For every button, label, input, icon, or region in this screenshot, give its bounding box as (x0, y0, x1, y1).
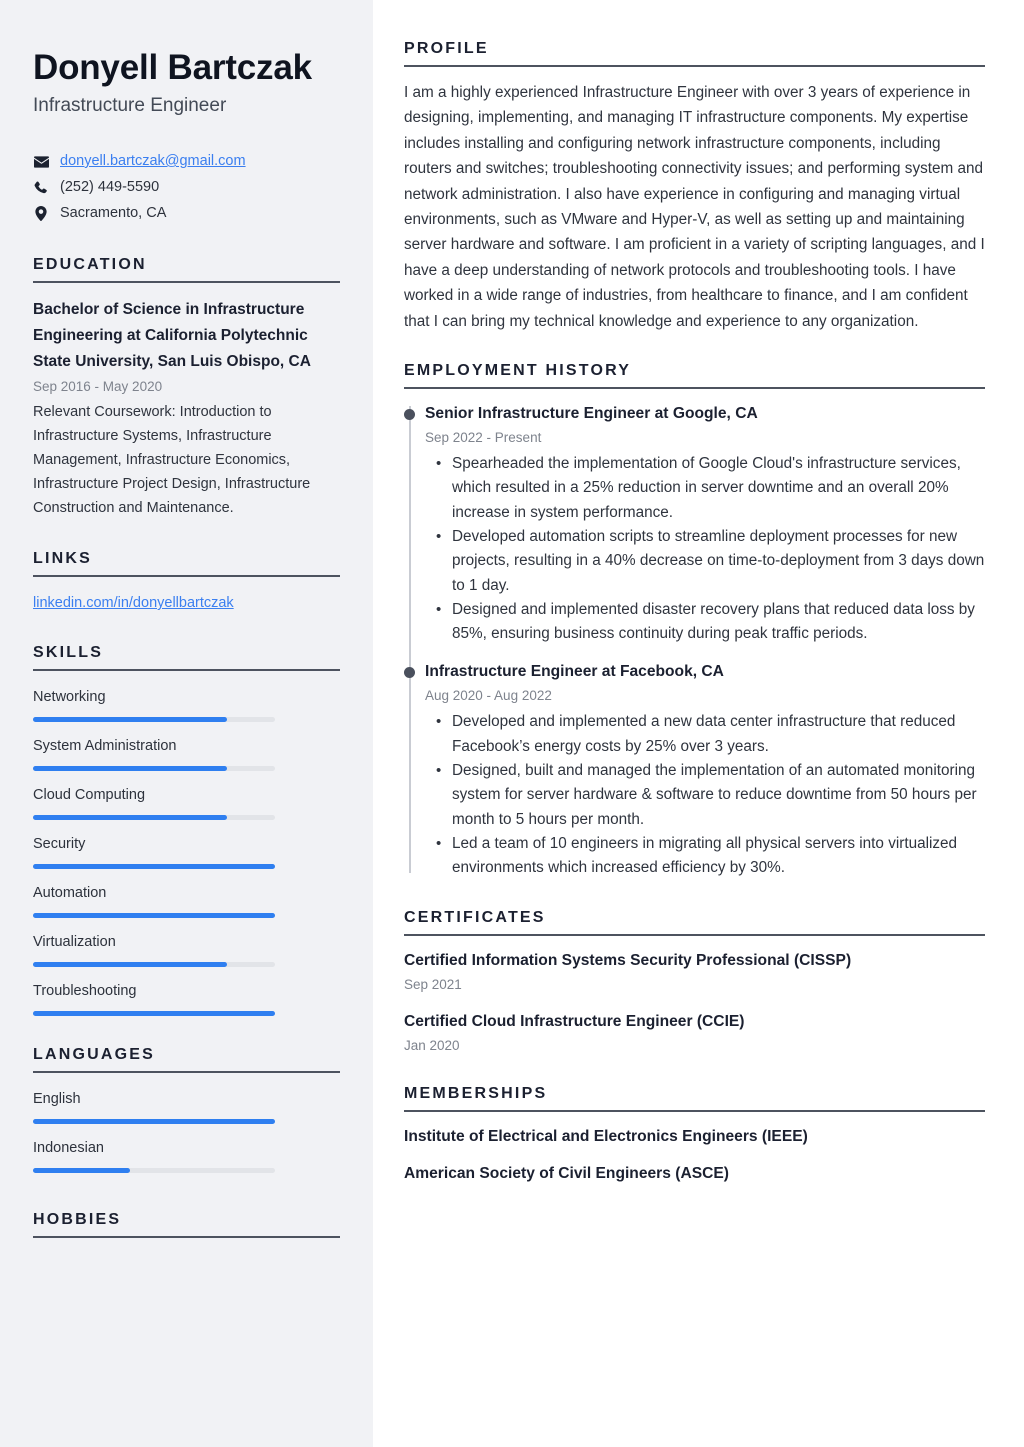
certificate-date: Sep 2021 (404, 976, 462, 992)
contact-phone-row (33, 175, 340, 200)
skills-level-bar (33, 913, 275, 918)
certificate-title: Certified Cloud Infrastructure Engineer (CCIE) (404, 1012, 745, 1030)
skills-item (33, 832, 340, 869)
memberships-list (404, 1125, 985, 1186)
skills-label: System Administration (33, 738, 177, 754)
job-bullet: • Led a team of 10 engineers in migrating all physical servers into virtualized environments which increased efficiency by 30%. (452, 832, 985, 881)
hobbies-rule (33, 1236, 340, 1238)
job-bullet: • Developed and implemented a new data center infrastructure that reduced Facebook’s energy costs by 25% over 3 years. (452, 710, 985, 759)
section-skills (33, 644, 340, 1016)
section-languages (33, 1046, 340, 1173)
timeline-dot-icon (404, 409, 415, 420)
education-title: Bachelor of Science in Infrastructure Engineering at California Polytechnic State University, San Luis Obispo, CA (33, 301, 311, 370)
languages-level-fill (33, 1168, 130, 1173)
section-links (33, 550, 340, 614)
section-certificates (404, 909, 985, 1057)
links-list (33, 591, 340, 614)
employment-heading: EMPLOYMENT HISTORY (404, 362, 632, 380)
contact-email-row[interactable] (33, 149, 340, 174)
certificates-heading: CERTIFICATES (404, 908, 546, 926)
hobbies-heading: HOBBIES (33, 1211, 122, 1228)
skills-label: Cloud Computing (33, 787, 146, 803)
languages-item (33, 1087, 340, 1124)
skills-level-fill (33, 962, 227, 967)
profile-text: I am a highly experienced Infrastructure Engineer with over 3 years of experience in designing, implementing, and managing IT infrastructure components. My expertise includes installing and configuring network infrastructure components, including routers and switches; troubleshooting connectivity issues; and performing system and network administration. I also have experience in configuring and managing virtual environments, such as VMware and Hyper-V, as well as setting up and maintaining server hardware and software. I am proficient in a variety of scripting languages, and I have a deep understanding of network protocols and troubleshooting tools. I have worked in a wide range of industries, from healthcare to finance, and I am confident that I can bring my technical knowledge and experience to any organization. (404, 84, 985, 330)
certificate-date: Jan 2020 (404, 1037, 460, 1053)
skills-level-bar (33, 766, 275, 771)
certificate-title: Certified Information Systems Security Professional (CISSP) (404, 951, 852, 969)
envelope-icon (33, 156, 49, 168)
job-bullet-list (425, 710, 985, 880)
skills-level-fill (33, 864, 275, 869)
certificates-list (404, 949, 985, 1057)
education-heading: EDUCATION (33, 256, 147, 273)
job-dates: Sep 2022 - Present (425, 430, 542, 446)
languages-item (33, 1136, 340, 1173)
languages-rule (33, 1071, 340, 1073)
skills-level-fill (33, 717, 227, 722)
map-pin-icon (33, 206, 49, 221)
languages-level-bar (33, 1119, 275, 1124)
links-heading: LINKS (33, 550, 92, 567)
skills-label: Networking (33, 689, 106, 705)
education-entry (33, 297, 340, 520)
job-entry (425, 402, 985, 646)
skills-level-bar (33, 864, 275, 869)
skills-level-fill (33, 1011, 275, 1016)
contact-list (33, 149, 340, 226)
main-column (373, 0, 1024, 1447)
skills-item (33, 979, 340, 1016)
languages-label: English (33, 1091, 81, 1107)
education-description: Relevant Coursework: Introduction to Infrastructure Systems, Infrastructure Management, Infrastructure Economics, Infrastructure Project Design, Infrastructure Construction and Maintenance. (33, 404, 311, 516)
link-linkedin[interactable]: linkedin.com/in/donyellbartczak (33, 595, 234, 611)
languages-heading: LANGUAGES (33, 1046, 156, 1063)
section-profile (404, 40, 985, 334)
employment-rule (404, 387, 985, 389)
skills-item (33, 930, 340, 967)
skills-rule (33, 669, 340, 671)
skills-item (33, 734, 340, 771)
section-hobbies (33, 1211, 340, 1238)
languages-level-bar (33, 1168, 275, 1173)
job-entry (425, 660, 985, 880)
skills-level-fill (33, 766, 227, 771)
certificate-item (404, 949, 985, 996)
skills-label: Troubleshooting (33, 983, 137, 999)
contact-location-row (33, 201, 340, 226)
membership-item: Institute of Electrical and Electronics Engineers (IEEE) (404, 1127, 808, 1145)
skills-list (33, 685, 340, 1016)
job-dates: Aug 2020 - Aug 2022 (425, 688, 552, 704)
section-memberships (404, 1085, 985, 1186)
job-title: Senior Infrastructure Engineer at Google, CA (425, 405, 758, 423)
memberships-rule (404, 1110, 985, 1112)
contact-email-link[interactable]: donyell.bartczak@gmail.com (60, 153, 246, 169)
languages-list (33, 1087, 340, 1173)
job-bullet: • Developed automation scripts to streamline deployment processes for new projects, resulting in a 40% decrease on time-to-deployment from 3 days down to 1 day. (452, 525, 985, 598)
job-bullet: • Designed, built and managed the implementation of an automated monitoring system for server hardware & software to reduce downtime from 50 hours per month to 5 hours per month. (452, 759, 985, 832)
timeline-dot-icon (404, 667, 415, 678)
skills-level-bar (33, 815, 275, 820)
skills-label: Automation (33, 885, 107, 901)
skills-level-fill (33, 913, 275, 918)
certificate-item (404, 1010, 985, 1057)
education-rule (33, 281, 340, 283)
skills-label: Virtualization (33, 934, 116, 950)
languages-label: Indonesian (33, 1140, 104, 1156)
skills-level-bar (33, 962, 275, 967)
contact-location-text: Sacramento, CA (60, 205, 167, 221)
section-education (33, 256, 340, 520)
job-bullet: • Spearheaded the implementation of Google Cloud's infrastructure services, which resulted in a 25% reduction in server downtime and an overall 20% increase in system performance. (452, 452, 985, 525)
employment-timeline (404, 402, 985, 880)
skills-item (33, 685, 340, 722)
membership-item: American Society of Civil Engineers (ASCE) (404, 1164, 729, 1182)
sidebar (0, 0, 373, 1447)
contact-phone-text: (252) 449-5590 (60, 179, 160, 195)
skills-level-bar (33, 717, 275, 722)
education-dates: Sep 2016 - May 2020 (33, 379, 163, 394)
job-title: Infrastructure Engineer at Facebook, CA (425, 663, 724, 681)
profile-rule (404, 65, 985, 67)
skills-heading: SKILLS (33, 644, 104, 661)
section-employment (404, 362, 985, 880)
certificates-rule (404, 934, 985, 936)
links-rule (33, 575, 340, 577)
profile-heading: PROFILE (404, 40, 489, 57)
skills-level-fill (33, 815, 227, 820)
skills-level-bar (33, 1011, 275, 1016)
phone-icon (33, 181, 49, 195)
languages-level-fill (33, 1119, 275, 1124)
skills-item (33, 881, 340, 918)
memberships-heading: MEMBERSHIPS (404, 1084, 548, 1102)
skills-label: Security (33, 836, 86, 852)
candidate-name: Donyell Bartczak (33, 48, 312, 87)
job-bullet: • Designed and implemented disaster recovery plans that reduced data loss by 85%, ensuring business continuity during peak traffic periods. (452, 598, 985, 647)
skills-item (33, 783, 340, 820)
candidate-job-title: Infrastructure Engineer (33, 95, 227, 116)
job-bullet-list (425, 452, 985, 646)
